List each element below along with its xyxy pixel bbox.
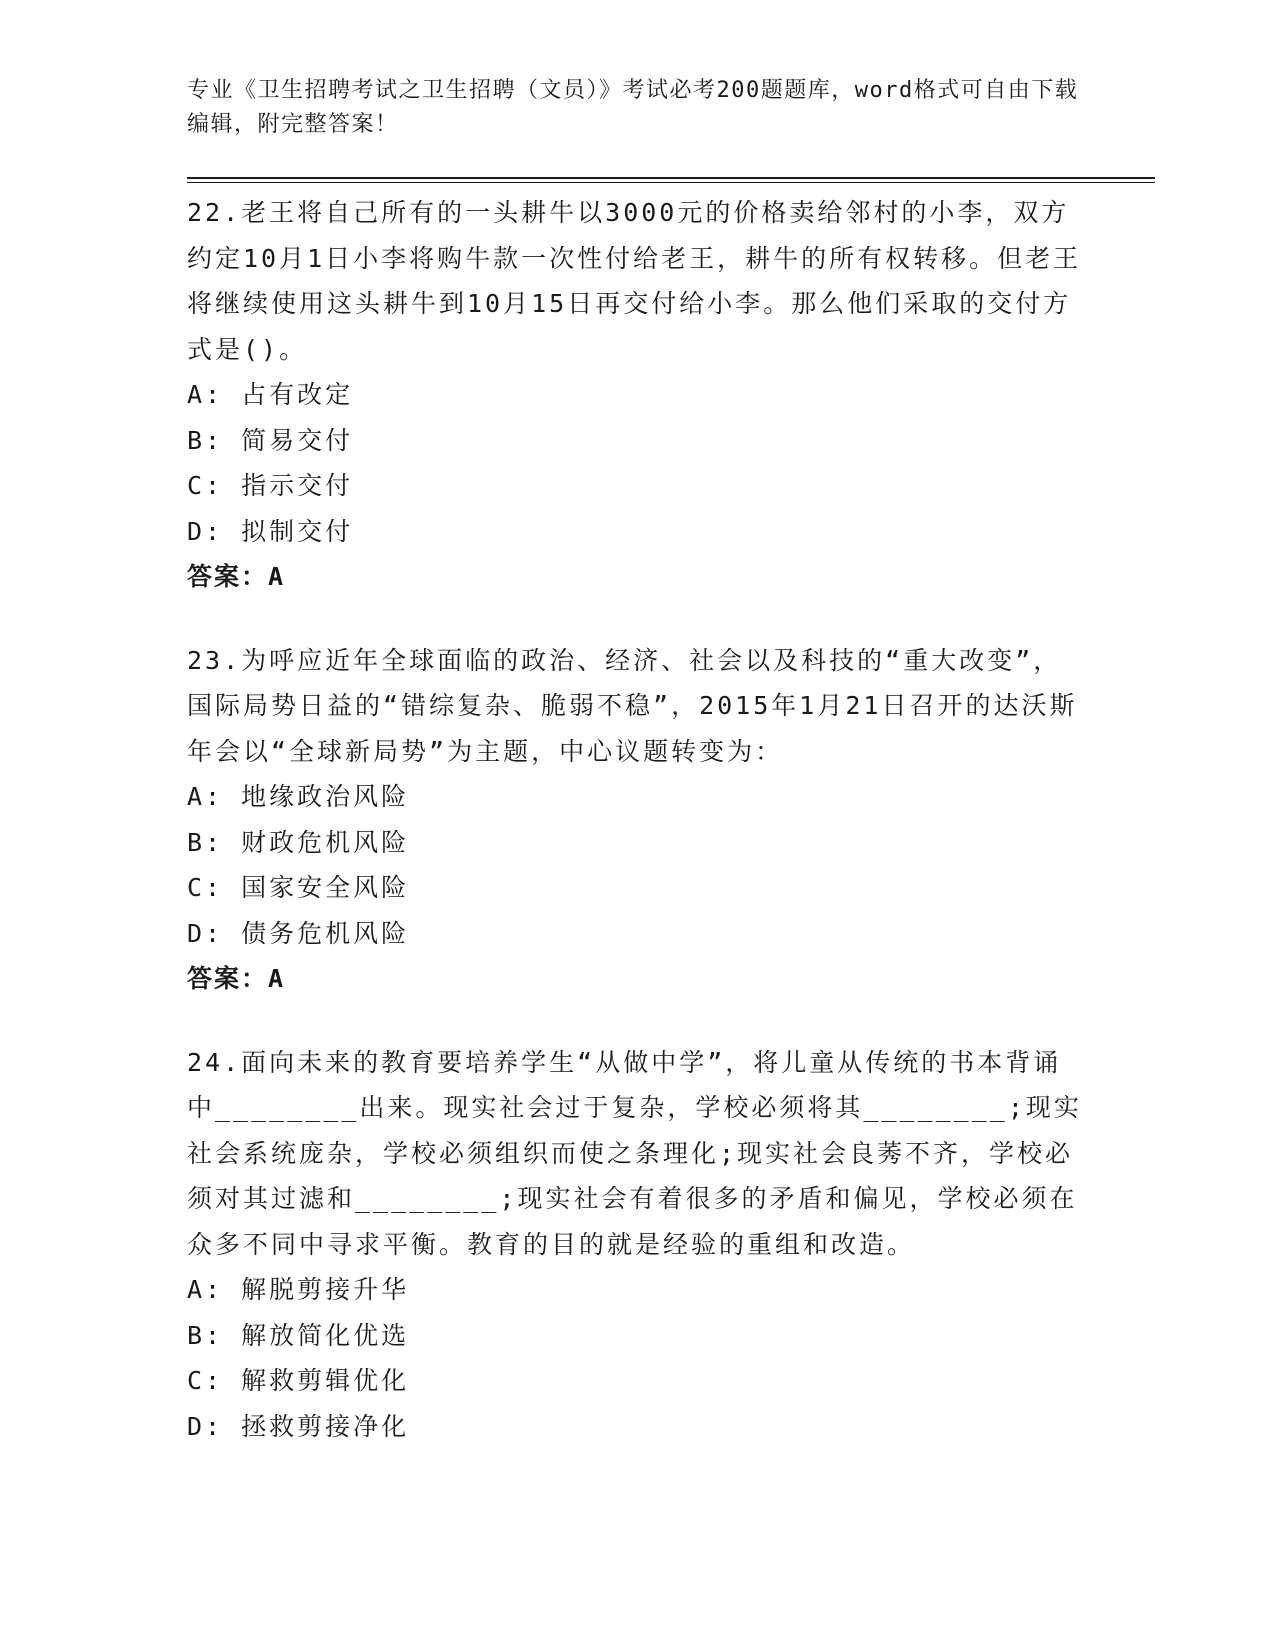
- question-stem: 23.为呼应近年全球面临的政治、经济、社会以及科技的“重大改变”，国际局势日益的“错综复杂、脆弱不稳”，2015年1月21日召开的达沃斯年会以“全球新局势”为主题，中心议题转变为：: [187, 645, 1078, 766]
- option-b: B: 简易交付: [187, 425, 354, 455]
- question-stem: 22.老王将自己所有的一头耕牛以3000元的价格卖给邻村的小李，双方约定10月1日小李将购牛款一次性付给老王，耕牛的所有权转移。但老王将继续使用这头耕牛到10月15日再交付给小李。那么他们采取的交付方式是()。: [187, 198, 1082, 364]
- option-list: [187, 774, 1087, 956]
- option-c: C: 解救剪辑优化: [187, 1366, 410, 1395]
- option-b: B: 解放简化优选: [187, 1320, 410, 1350]
- option-d: D: 拟制交付: [187, 516, 354, 546]
- option-list: [187, 372, 1087, 554]
- header-divider-thick: [187, 177, 1155, 179]
- question-24: [187, 1040, 1087, 1450]
- option-list: [187, 1267, 1087, 1449]
- option-a: A: 占有改定: [187, 380, 354, 409]
- answer-line: 答案：A: [187, 562, 286, 591]
- document-header: 专业《卫生招聘考试之卫生招聘（文员）》考试必考200题题库，word格式可自由下载编辑，附完整答案！: [187, 78, 1079, 137]
- question-list: [187, 190, 1087, 1487]
- question-23: [187, 638, 1087, 1002]
- option-a: A: 地缘政治风险: [187, 782, 410, 811]
- option-a: A: 解脱剪接升华: [187, 1275, 410, 1304]
- question-stem: 24.面向未来的教育要培养学生“从做中学”，将儿童从传统的书本背诵中________出来。现实社会过于复杂，学校必须将其________;现实社会系统庞杂，学校必须组织而使之条理化;现实社会良莠不齐，学校必须对其过滤和________;现实社会有着很多的矛盾和偏见，学校必须在众多不同中寻求平衡。教育的目的就是经验的重组和改造。: [187, 1047, 1082, 1259]
- option-c: C: 指示交付: [187, 471, 354, 500]
- option-b: B: 财政危机风险: [187, 827, 410, 857]
- option-d: D: 债务危机风险: [187, 918, 410, 948]
- option-c: C: 国家安全风险: [187, 873, 410, 902]
- option-d: D: 拯救剪接净化: [187, 1411, 410, 1441]
- question-22: [187, 190, 1087, 600]
- header-divider-thin: [187, 182, 1155, 183]
- answer-line: 答案：A: [187, 964, 286, 993]
